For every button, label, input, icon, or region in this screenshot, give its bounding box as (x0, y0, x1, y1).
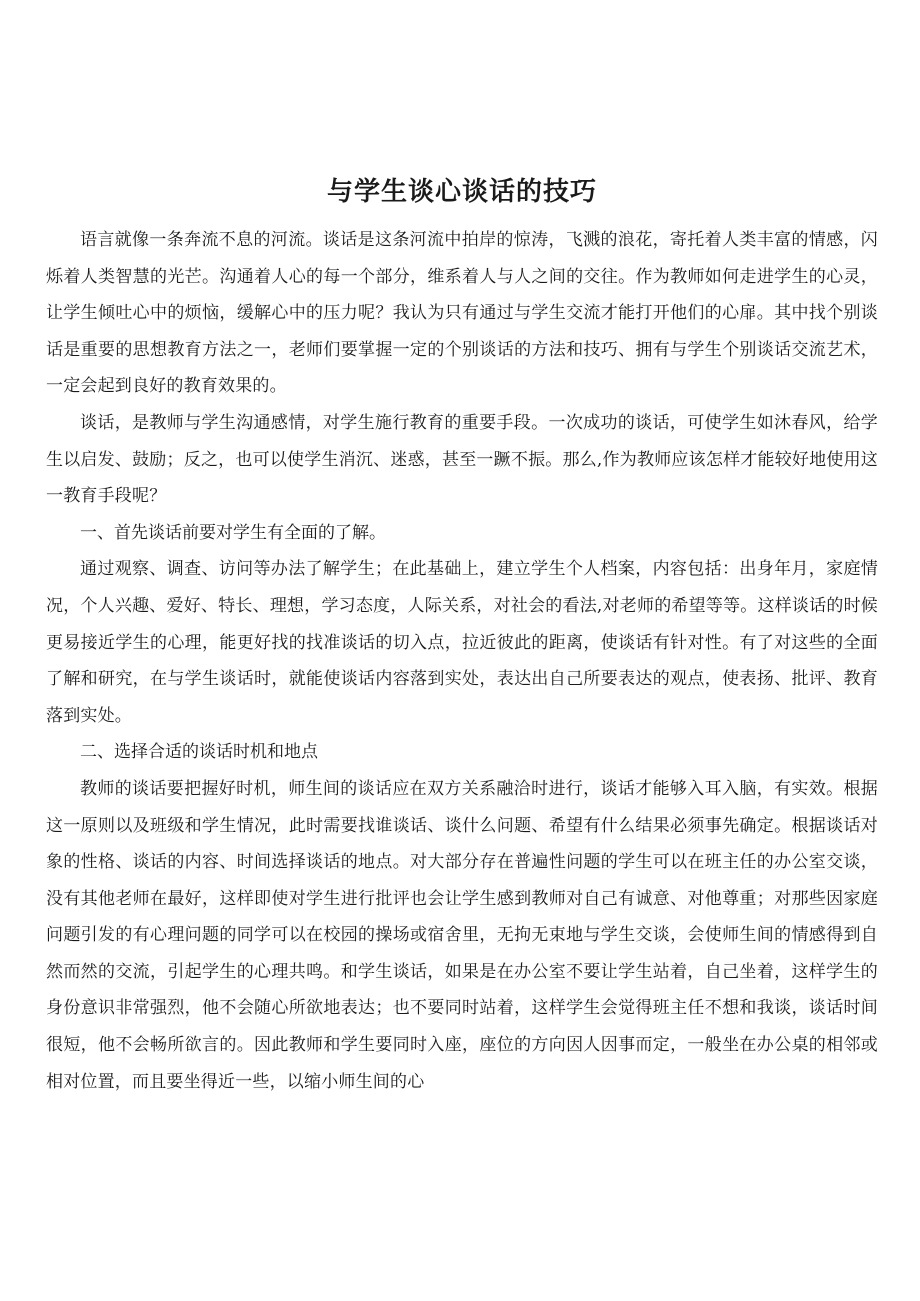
document-title: 与学生谈心谈话的技巧 (326, 177, 597, 207)
paragraph-timing-location: 教师的谈话要把握好时机，师生间的谈话应在双方关系融洽时进行，谈话才能够入耳入脑，有实效。根据这一原则以及班级和学生情况，此时需要找谁谈话、谈什么问题、希望有什么结果必须事先确定。根据谈话对象的性格、谈话的内容、时间选择谈话的地点。对大部分存在普遍性问题的学生可以在班主任的办公室交谈，没有其他老师在最好，这样即使对学生进行批评也会让学生感到教师对自己有诚意、对他尊重；对那些因家庭问题引发的有心理问题的同学可以在校园的操场或宿舍里，无拘无束地与学生交谈，会使师生间的情感得到自然而然的交流，引起学生的心理共鸣。和学生谈话，如果是在办公室不要让学生站着，自己坐着，这样学生的身份意识非常强烈，他不会随心所欲地表达；也不要同时站着，这样学生会觉得班主任不想和我谈，谈话时间很短，他不会畅所欲言的。因此教师和学生要同时入座，座位的方向因人因事而定，一般坐在办公桌的相邻或相对位置，而且要坐得近一些，以缩小师生间的心 (46, 778, 878, 1092)
paragraph-intro: 语言就像一条奔流不息的河流。谈话是这条河流中拍岸的惊涛，飞溅的浪花，寄托着人类丰富的情感，闪烁着人类智慧的光芒。沟通着人心的每一个部分，维系着人与人之间的交往。作为教师如何走进学生的心灵，让学生倾吐心中的烦恼，缓解心中的压力呢？我认为只有通过与学生交流才能打开他们的心扉。其中找个别谈话是重要的思想教育方法之一，老师们要掌握一定的个别谈话的方法和技巧、拥有与学生个别谈话交流艺术，一定会起到良好的教育效果的。 (46, 230, 878, 397)
paragraph-importance: 谈话，是教师与学生沟通感情，对学生施行教育的重要手段。一次成功的谈话，可使学生如沐春风，给学生以启发、鼓励；反之，也可以使学生消沉、迷惑，甚至一蹶不振。那么,作为教师应该怎样才能较好地使用这一教育手段呢？ (46, 412, 878, 507)
document-page (46, 170, 878, 1100)
paragraph-understanding: 通过观察、调查、访问等办法了解学生；在此基础上，建立学生个人档案，内容包括：出身年月，家庭情况，个人兴趣、爱好、特长、理想，学习态度，人际关系，对社会的看法,对老师的希望等等。这样谈话的时候更易接近学生的心理，能更好找的找准谈话的切入点，拉近彼此的距离，使谈话有针对性。有了对这些的全面了解和研究，在与学生谈话时，就能使谈话内容落到实处，表达出自己所要表达的观点，使表扬、批评、教育落到实处。 (46, 559, 878, 726)
section-heading-1: 一、首先谈话前要对学生有全面的了解。 (80, 522, 386, 543)
section-heading-2: 二、选择合适的谈话时机和地点 (80, 742, 318, 763)
